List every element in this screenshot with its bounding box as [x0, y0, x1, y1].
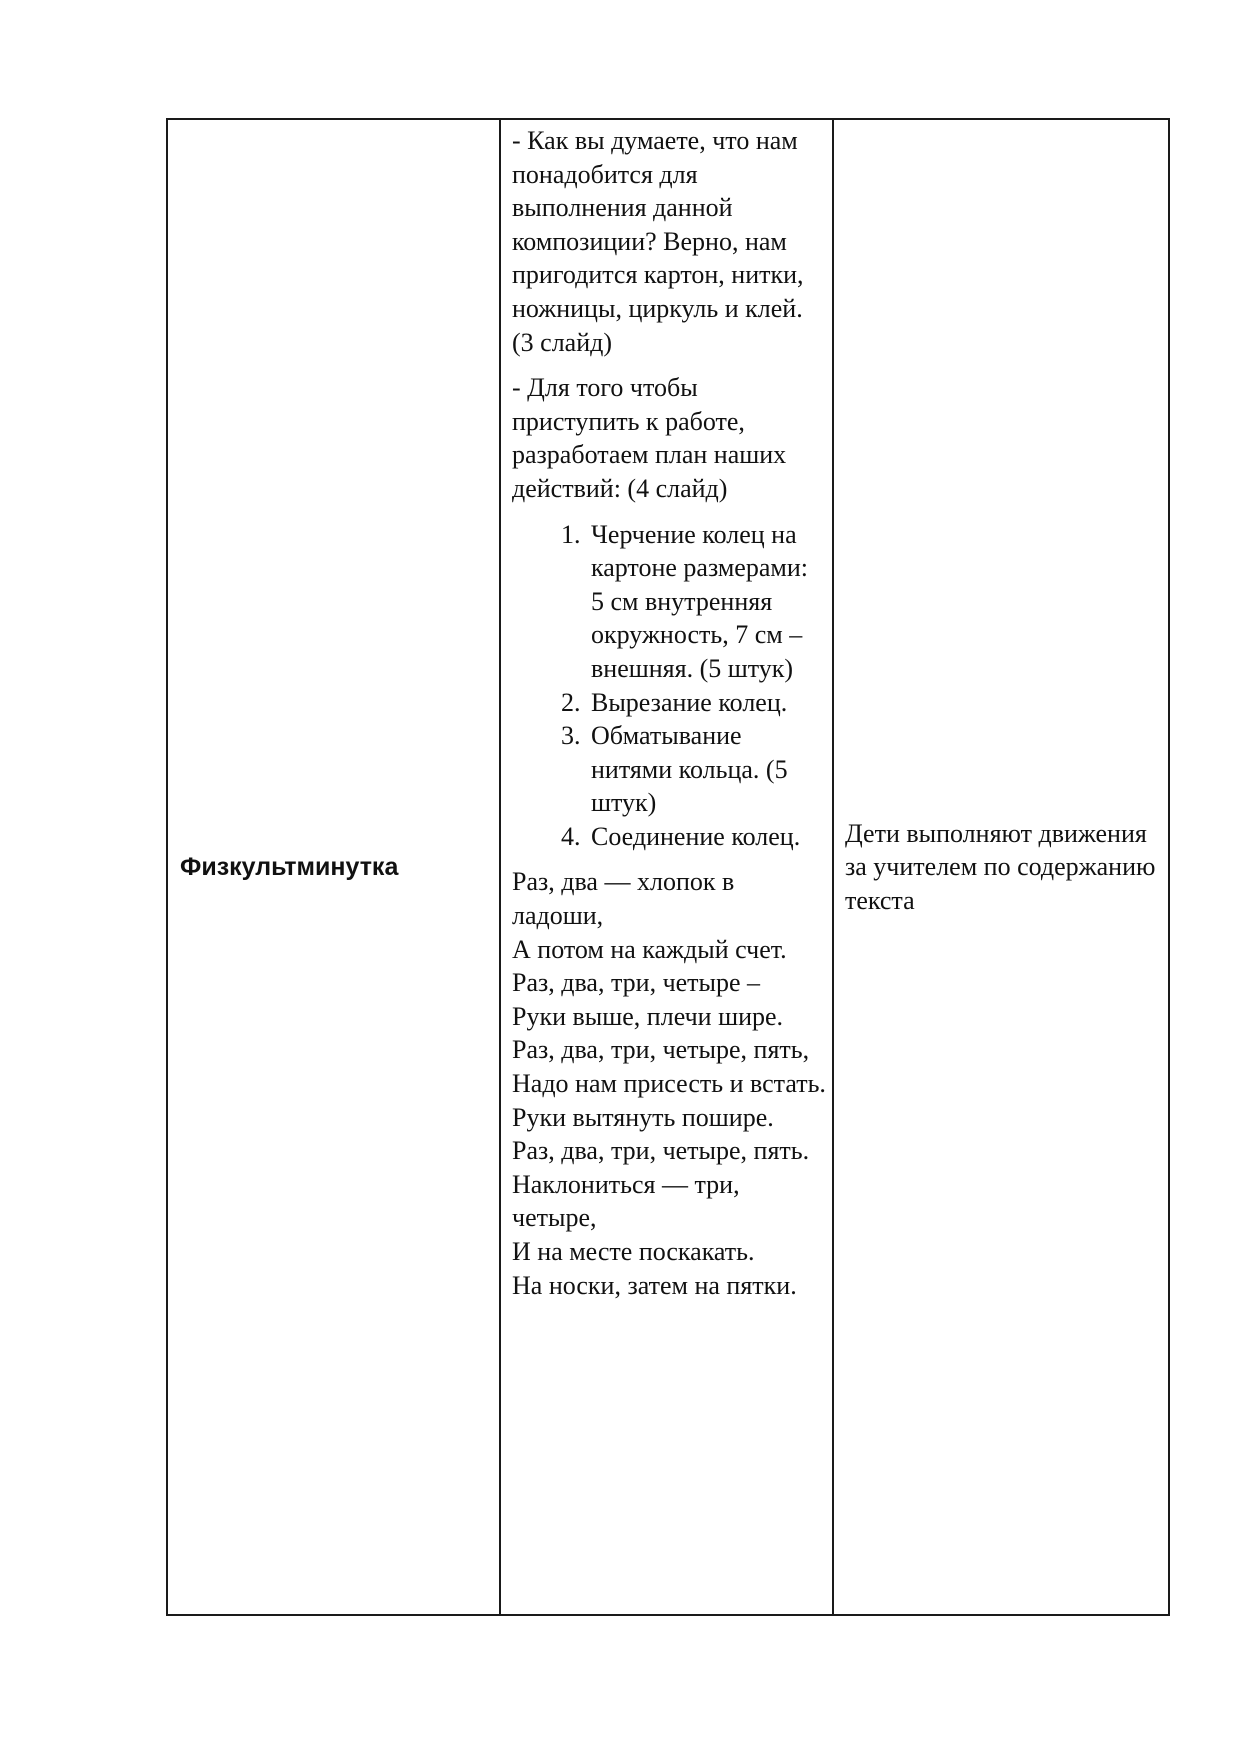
stage-cell	[167, 119, 500, 1615]
teacher-activity-cell	[500, 119, 833, 1615]
exercise-poem	[512, 865, 826, 1302]
poem-line: Надо нам присесть и встать.	[512, 1069, 826, 1099]
poem-line: Раз, два — хлопок в ладоши,	[512, 867, 735, 931]
student-activity-text: Дети выполняют движения за учителем по содержанию текста	[845, 818, 1156, 915]
plan-step: 1. Черчение колец на картоне размерами: 5 см внутренняя окружность, 7 см – внешняя. (5 штук)	[587, 518, 826, 686]
plan-step: 4. Соединение колец.	[587, 820, 826, 854]
stage-title: Физкультминутка	[180, 852, 399, 881]
poem-line: Раз, два, три, четыре –	[512, 968, 761, 998]
poem-line: Наклониться — три, четыре,	[512, 1169, 740, 1233]
poem-line: Руки выше, плечи шире.	[512, 1001, 784, 1031]
poem-line: И на месте поскакать.	[512, 1237, 755, 1266]
poem-line: А потом на каждый счет.	[512, 934, 787, 964]
teacher-paragraph: - Как вы думаете, что нам понадобится для выполнения данной композиции? Верно, нам пригодится картон, нитки, ножницы, циркуль и клей. (3 слайд)	[512, 126, 804, 357]
poem-line: Раз, два, три, четыре, пять,	[512, 1035, 810, 1065]
plan-steps-list	[512, 518, 826, 854]
student-activity-cell	[833, 119, 1169, 1615]
teacher-paragraph: - Для того чтобы приступить к работе, разработаем план наших действий: (4 слайд)	[512, 373, 787, 503]
poem-line: На носки, затем на пятки.	[512, 1270, 797, 1300]
lesson-table	[166, 118, 1170, 1616]
plan-step: 2. Вырезание колец.	[587, 686, 826, 720]
poem-line: Руки вытянуть пошире.	[512, 1102, 774, 1132]
plan-step: 3. Обматывание нитями кольца. (5 штук)	[587, 719, 826, 820]
table-row	[167, 119, 1169, 1615]
poem-line: Раз, два, три, четыре, пять.	[512, 1136, 810, 1166]
